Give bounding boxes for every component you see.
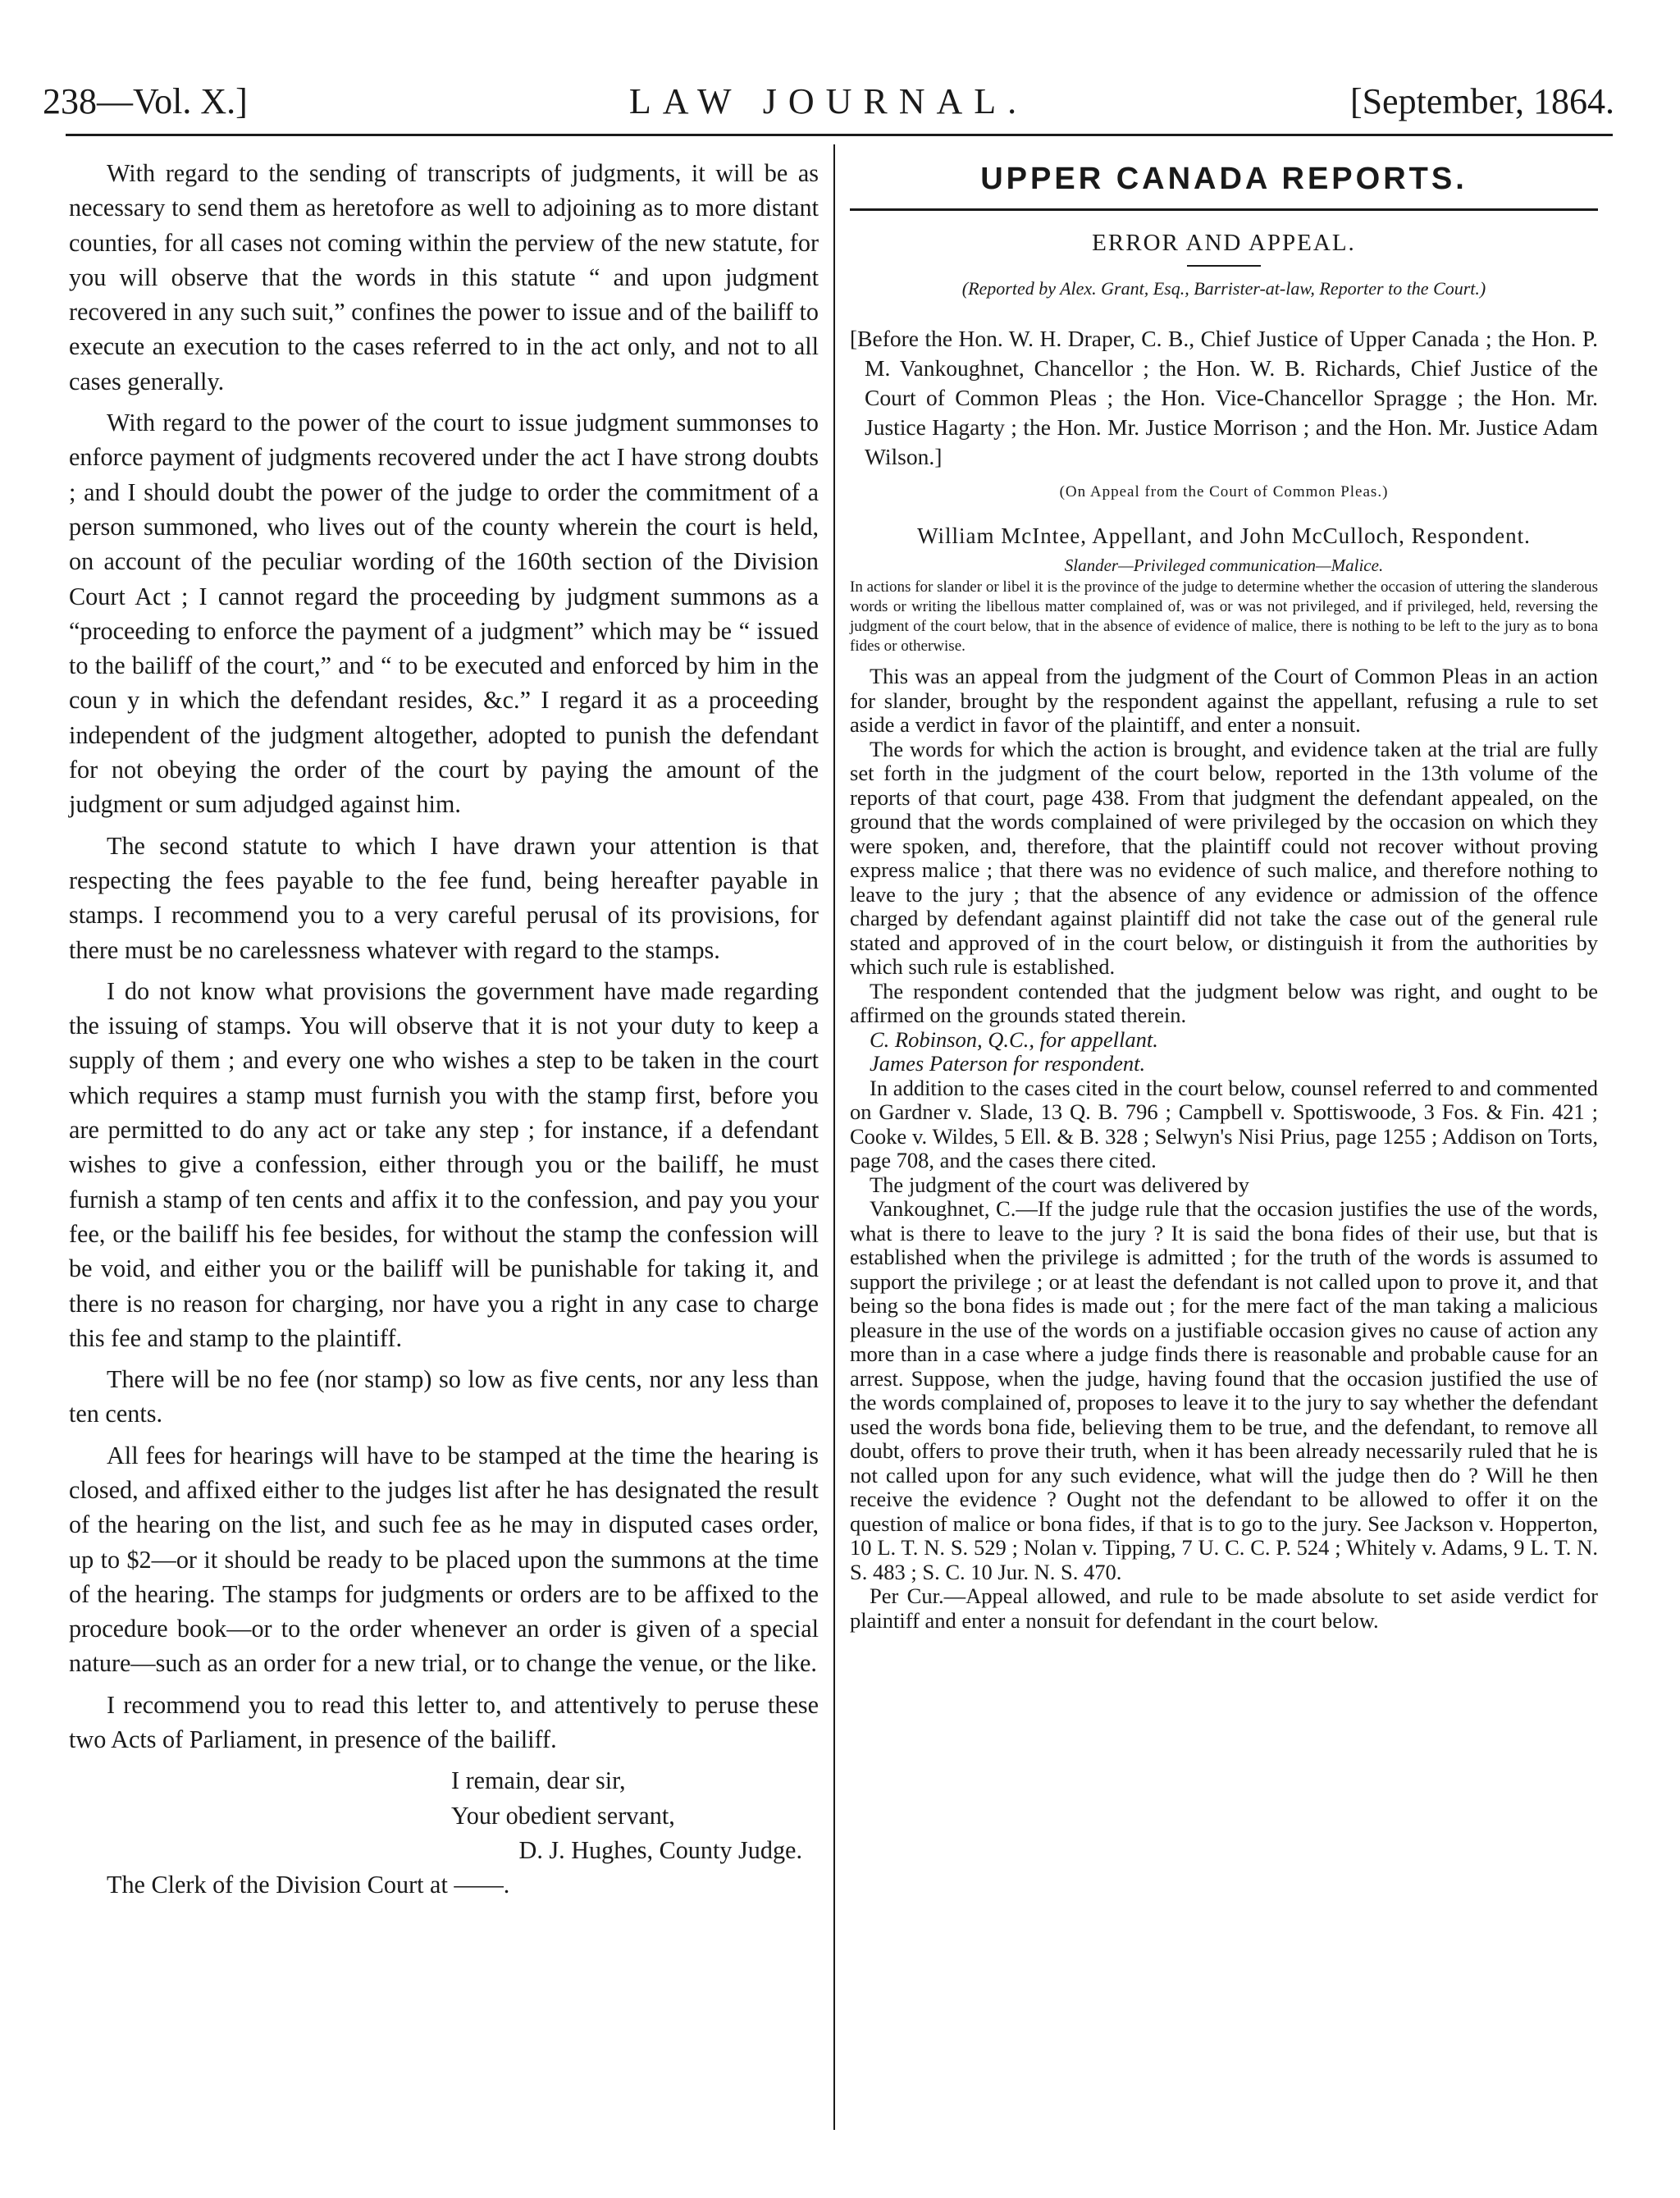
signature: D. J. Hughes, County Judge. — [518, 1835, 802, 1864]
left-paragraph-4: I do not know what provisions the government have made regarding the issuing of stamps. You will observe that it is not your duty to keep a supply of them ; and every one who wishes a step to be taken in the court which requires a stamp must furnish you with the stamp first, before you are permitted to do any act or take any step ; for instance, if a defendant wishes to give a confession, either through you or the bailiff, he must furnish a stamp of ten cents and affix it to the confession, and pay you your fee, or the bailiff his fee besides, for without the stamp the confession will be void, and either you or the bailiff will be punishable for taking it, and there is no reason for charging, nor have you a right in any case to charge this fee and stamp to the plaintiff. — [69, 976, 819, 1352]
case-paragraph-1: This was an appeal from the judgment of the Court of Common Pleas in an action for slander, brought by the respondent against the appellant, refusing a rule to set aside a verdict in favor of the plaintiff, and enter a nonsuit. — [850, 664, 1598, 737]
appeal-from: (On Appeal from the Court of Common Pleas.) — [1059, 483, 1389, 500]
addressee: The Clerk of the Division Court at ——. — [107, 1871, 510, 1899]
page-header — [43, 79, 1614, 128]
header-rule — [66, 134, 1613, 136]
left-paragraph-2: With regard to the power of the court to issue judgment summonses to enforce payment of judgments recovered under the act I have strong doubts ; and I should doubt the power of the judge to order the commitment of a person summoned, who lives out of the county wherein the court is held, on account of the peculiar wording of the 160th section of the Division Court Act ; I cannot regard the proceeding by judgment summons as a “proceeding to enforce the payment of a judgment” which may be “ issued to the bailiff of the court,” and “ to be executed and enforced by him in the coun y in which the defendant resides, &c.” I regard it as a proceeding independent of the judgment altogether, adopted to punish the defendant for not obeying the order of the court by paying the amount of the judgment or sum adjudged against him. — [69, 409, 819, 819]
judgment-text: Vankoughnet, C.—If the judge rule that the occasion justifies the use of the words, what is there to leave to the jury ? It is said the bona fides of their use, but that is established when the privilege is admitted ; for the truth of the words is assumed to support the privilege ; or at least the defendant is not called upon to prove it, and that being so the bona fides is made out ; for the mere fact of the man taking a malicious pleasure in the use of the words on a justifiable occasion gives no cause of action any more than in a case where a judge finds there is reasonable and probable cause for an arrest. Suppose, when the judge, having found that the occasion justified the use of the words complained of, proposes to leave it to the jury to say whether the defendant used the words bona fide, believing them to be true, and the defendant, to remove all doubt, offers to prove their truth, when it has been already necessarily ruled that he is not called upon for any such evidence, what will the judge then do ? Will he then receive the evidence ? Ought not the defendant to be allowed to offer it on the question of malice or bona fides, if that is to go to the jury. See Jackson v. Hopperton, 10 L. T. N. S. 529 ; Nolan v. Tipping, 7 U. C. C. P. 524 ; Whitely v. Adams, 9 L. T. N. S. 483 ; S. C. 10 Jur. N. S. 470. — [850, 1196, 1598, 1584]
judges-list: [Before the Hon. W. H. Draper, C. B., Chief Justice of Upper Canada ; the Hon. P. M. Vankoughnet, Chancellor ; the Hon. W. B. Richards, Chief Justice of the Court of Common Pleas ; the Hon. Vice-Chancellor Spragge ; the Hon. Mr. Justice Hagarty ; the Hon. Mr. Justice Morrison ; and the Hon. Mr. Justice Adam Wilson.] — [850, 326, 1598, 469]
case-paragraph-6: In addition to the cases cited in the court below, counsel referred to and commented on Gardner v. Slade, 13 Q. B. 796 ; Campbell v. Spottiswoode, 3 Fos. & Fin. 421 ; Cooke v. Wildes, 5 Ell. & B. 328 ; Selwyn's Nisi Prius, page 1255 ; Addison on Torts, page 708, and the cases there cited. — [850, 1075, 1598, 1172]
right-column — [850, 156, 1598, 1633]
closing-line: I remain, dear sir, — [451, 1766, 626, 1795]
case-paragraph-3: The respondent contended that the judgment below was right, and ought to be affirmed on the grounds stated therein. — [850, 978, 1598, 1027]
obedient-servant: Your obedient servant, — [451, 1801, 675, 1830]
case-paragraph-7: The judgment of the court was delivered by — [870, 1172, 1249, 1197]
left-paragraph-3: The second statute to which I have drawn your attention is that respecting the fees payable to the fee fund, being hereafter payable in stamps. I recommend you to a very careful perusal of its provisions, for there must be no carelessness whatever with regard to the stamps. — [69, 831, 819, 964]
counsel-respondent: James Paterson for respondent. — [870, 1051, 1146, 1076]
journal-title: LAW JOURNAL. — [628, 81, 1029, 121]
headnote-title: Slander—Privileged communication—Malice. — [1064, 555, 1384, 575]
headnote: In actions for slander or libel it is the province of the judge to determine whether the occasion of uttering the slanderous words or writing the libellous matter complained of, was or was not privileged, and if privileged, held, reversing the judgment of the court below, that in the absence of evidence of malice, there is nothing to be left to the jury as to bona fides or otherwise. — [850, 578, 1598, 655]
left-paragraph-5: There will be no fee (nor stamp) so low as five cents, nor any less than ten cents. — [69, 1365, 819, 1428]
section-rule — [850, 208, 1598, 211]
case-parties: William McIntee, Appellant, and John McCulloch, Respondent. — [917, 523, 1531, 548]
issue-date: [September, 1864. — [1349, 81, 1614, 121]
subsection-rule — [1187, 265, 1261, 267]
page-volume-label: 238—Vol. X.] — [43, 81, 248, 121]
case-paragraph-2: The words for which the action is brought, and evidence taken at the trial are fully set forth in the judgment of the court below, reported in the 13th volume of the reports of that court, page 438. From that judgment the defendant appealed, on the ground that the words complained of were privileged by the occasion on which they were spoken, and, therefore, that the plaintiff could not recover without proving express malice ; that there was no evidence of such malice, and therefore nothing to leave to the jury ; that the absence of any evidence or admission of the offence charged by defendant against plaintiff did not take the case out of the general rule stated and approved of in the court below, or distinguish it from the authorities by which such rule is established. — [850, 736, 1598, 979]
left-paragraph-1: With regard to the sending of transcripts of judgments, it will be as necessary to send them as heretofore as well to adjoining as to more distant counties, for all cases not coming within the perview of the new statute, for you will observe that the words in this statute “ and upon judgment recovered in any such suit,” confines the power to issue and of the bailiff to execute an execution to the cases referred to in the act only, and not to all cases generally. — [69, 159, 819, 395]
counsel-appellant: C. Robinson, Q.C., for appellant. — [870, 1026, 1158, 1052]
section-title: UPPER CANADA REPORTS. — [980, 162, 1468, 196]
per-curiam: Per Cur.—Appeal allowed, and rule to be made absolute to set aside verdict for plaintiff and enter a nonsuit for defendant in the court below. — [850, 1583, 1598, 1633]
subsection-title: ERROR AND APPEAL. — [1092, 230, 1356, 256]
left-column — [69, 156, 819, 1903]
left-paragraph-6: All fees for hearings will have to be stamped at the time the hearing is closed, and affixed either to the judges list after he has designated the result of the hearing on the list, and such fee as he may in disputed cases order, up to $2—or it should be ready to be placed upon the summons at the time of the hearing. The stamps for judgments or orders are to be affixed to the procedure book—or to the order whenever an order is given of a special nature—such as an order for a new trial, or to change the venue, or the like. — [69, 1441, 819, 1678]
case-body — [850, 665, 1598, 1633]
column-divider — [833, 144, 835, 2130]
left-paragraph-7: I recommend you to read this letter to, and attentively to peruse these two Acts of Parliament, in presence of the bailiff. — [69, 1690, 819, 1754]
reporter-line: (Reported by Alex. Grant, Esq., Barrister-at-law, Reporter to the Court.) — [961, 278, 1486, 299]
